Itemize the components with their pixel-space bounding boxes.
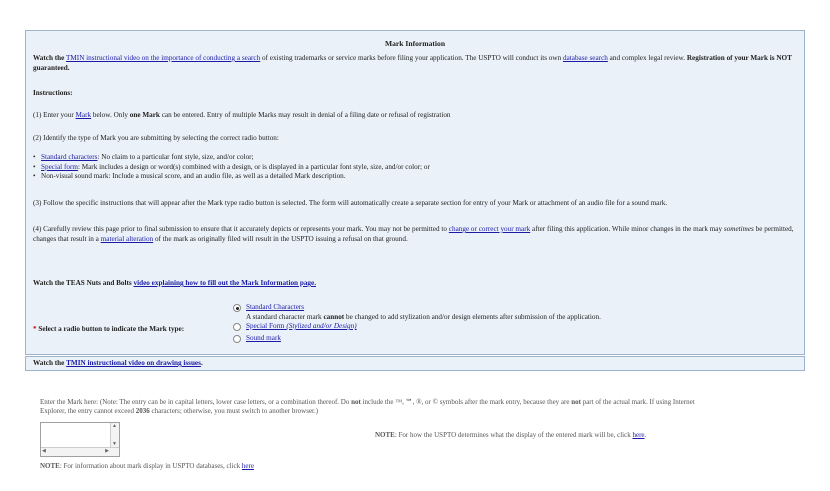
standard-characters-link[interactable]: Standard characters: [41, 153, 98, 161]
step1-suffix: can be entered. Entry of multiple Marks may result in denial of a filing date or refusal of registration: [161, 111, 451, 119]
not-bold-1: not: [351, 398, 361, 406]
tmin-search-video-link[interactable]: TMIN instructional video on the importance of conducting a search: [66, 54, 261, 62]
step-3: (3) Follow the specific instructions that will appear after the Mark type radio button is selected. The form will automatically create a separate section for entry of your Mark or attachment of an audio file for a sound mark.: [33, 199, 668, 207]
nuts-bolts: [33, 279, 797, 289]
mark-link[interactable]: Mark: [75, 111, 92, 119]
panel-title: Mark Information: [384, 39, 446, 48]
list-item: [33, 172, 430, 182]
change-correct-mark-link[interactable]: change or correct your mark: [448, 225, 531, 233]
watch-suffix: and complex legal review.: [609, 54, 686, 62]
enter-mark-instructions: [40, 398, 720, 416]
material-alteration-link[interactable]: material alteration: [100, 234, 154, 243]
special-prefix: Special Form: [246, 322, 285, 330]
note-text-1: : The entry can be in capital letters, lower case letters, or a combination thereof. Do: [115, 398, 350, 406]
note-label: NOTE: [40, 462, 60, 470]
nuts-bolts-video-link[interactable]: video explaining how to fill out the Mark Information page.: [133, 279, 317, 287]
database-note: [40, 462, 254, 470]
radio-special[interactable]: [233, 323, 241, 331]
nuts-prefix: Watch the TEAS Nuts and Bolts: [33, 279, 132, 287]
step1-bold: one Mark: [129, 111, 160, 119]
step1-middle: below. Only: [92, 111, 128, 119]
standard-note-prefix: A standard character mark: [246, 312, 322, 321]
horizontal-scrollbar[interactable]: [41, 447, 119, 456]
note-suffix: .: [644, 431, 647, 439]
registration-warning: Registration of your Mark is NOT guaranteed.: [33, 54, 792, 72]
scroll-left-icon[interactable]: ◀: [42, 449, 46, 454]
database-here-link[interactable]: here: [241, 462, 254, 470]
display-here-link[interactable]: here: [632, 431, 645, 439]
radio-special-option[interactable]: [233, 322, 601, 332]
mark-information-panel: [25, 30, 805, 355]
scroll-down-icon[interactable]: ▼: [112, 442, 117, 447]
radio-standard-option[interactable]: [233, 303, 601, 322]
standard-note-bold: cannot: [323, 312, 345, 321]
radio-label-text: Select a radio button to indicate the Mark type:: [38, 325, 185, 333]
drawing-issues-video-link[interactable]: TMIN instructional video on drawing issues: [66, 359, 201, 367]
display-note: [375, 431, 675, 440]
type-text: : No claim to a particular font style, size, and/or color;: [97, 153, 254, 161]
not-bold-2: not: [571, 398, 581, 406]
step4-middle: after filing this application. While minor changes in the mark may: [532, 225, 723, 233]
strip-prefix: Watch the: [33, 359, 65, 367]
radio-options: [233, 303, 601, 343]
database-search-link[interactable]: database search: [562, 54, 608, 62]
watch-prefix: Watch the: [33, 54, 65, 62]
watch-middle: of existing trademarks or service marks before filing your application. The USPTO will conduct its own: [262, 54, 562, 62]
note-label: NOTE: [375, 431, 395, 439]
mark-text-input[interactable]: [40, 422, 120, 457]
mark-type-list: [33, 153, 430, 182]
watch-intro: [33, 54, 797, 73]
type-text: : Mark includes a design or word(s) combined with a design, or is displayed in a particular font style, size, and/or color; or: [77, 162, 430, 171]
drawing-issues-strip: [25, 356, 805, 371]
step-4: [33, 225, 797, 244]
step4-italic: sometimes: [723, 225, 754, 233]
note-text-3: part of the actual mark. If using Internet Explorer, the entry cannot exceed: [40, 398, 695, 416]
step-1: [33, 111, 797, 121]
radio-sound[interactable]: [233, 335, 241, 343]
radio-sound-option[interactable]: [233, 334, 601, 344]
list-item: [33, 163, 430, 173]
special-italic: (Stylized and/or Design): [286, 322, 357, 330]
special-form-option-link[interactable]: [246, 322, 357, 332]
step4-middle2: be permitted, changes that result in a: [33, 225, 794, 243]
step1-prefix: (1) Enter your: [33, 111, 74, 119]
note-text: : For how the USPTO determines what the display of the entered mark will be, click: [394, 431, 631, 439]
note-text-2: include the ™, ℠, ®, or © symbols after the mark entry, because they are: [362, 398, 570, 406]
note-text-4: characters; otherwise, you must switch to another browser.): [151, 407, 319, 416]
enter-mark-label: Enter the Mark here:: [40, 398, 99, 406]
step-2: (2) Identify the type of Mark you are submitting by selecting the correct radio button:: [33, 134, 279, 142]
instructions-heading: Instructions:: [33, 89, 73, 97]
sound-mark-option-link[interactable]: Sound mark: [246, 333, 281, 342]
special-form-link[interactable]: Special form: [41, 162, 78, 171]
radio-label: [33, 325, 184, 335]
note-open: (Note: [99, 398, 116, 406]
step4-suffix: of the mark as originally filed will result in the USPTO issuing a refusal on that ground.: [154, 234, 408, 243]
note-text: : For information about mark display in USPTO databases, click: [59, 462, 241, 470]
scroll-up-icon[interactable]: ▲: [112, 424, 117, 429]
type-text: Non-visual sound mark: Include a musical score, and an audio file, as well as a detailed Mark description.: [41, 172, 346, 180]
list-item: [33, 153, 430, 163]
standard-characters-option-link[interactable]: Standard Characters: [246, 303, 305, 311]
strip-suffix: .: [200, 359, 203, 367]
radio-standard[interactable]: [233, 304, 241, 312]
char-limit: 2036: [135, 407, 150, 416]
standard-note-suffix: be changed to add stylization and/or design elements after submission of the application.: [346, 312, 601, 321]
required-asterisk: *: [33, 325, 37, 333]
scroll-right-icon[interactable]: ▶: [105, 449, 109, 454]
step4-prefix: (4) Carefully review this page prior to final submission to ensure that it accurately depicts or represents your mark. You may not be permitted to: [33, 225, 447, 233]
